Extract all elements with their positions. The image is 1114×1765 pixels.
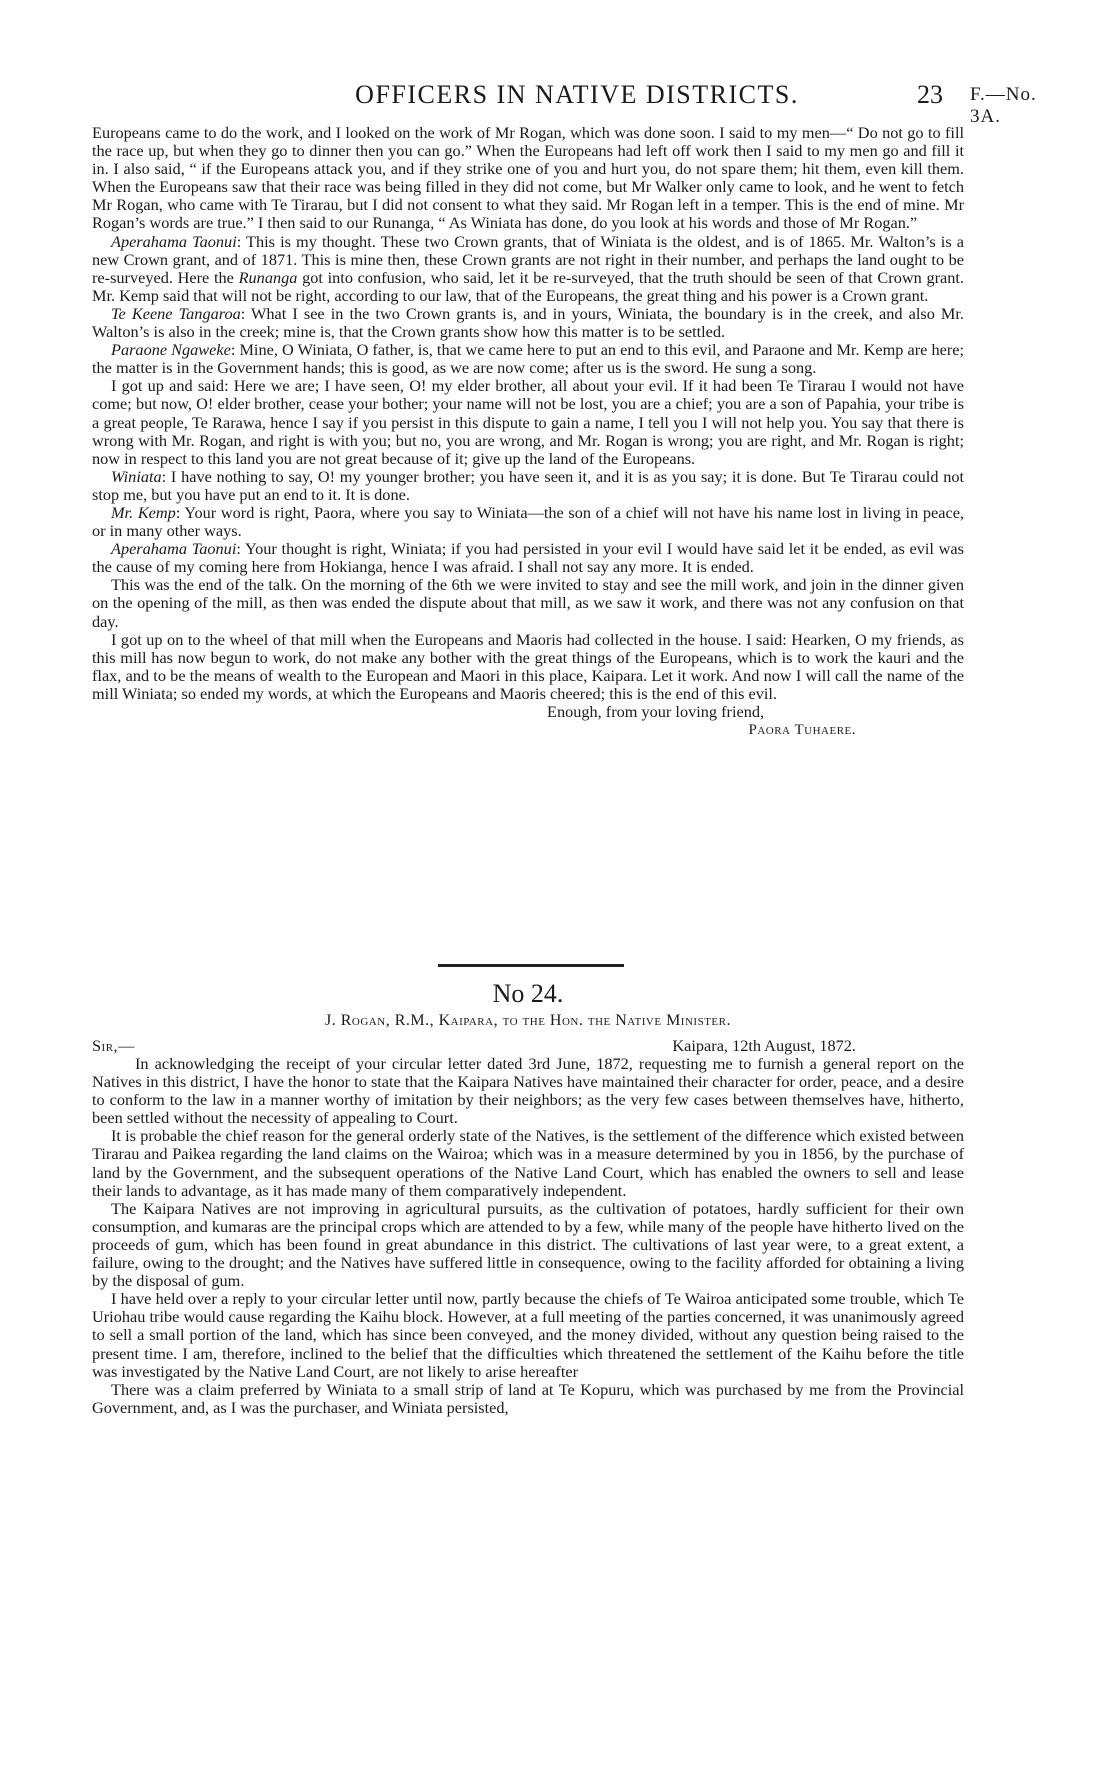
page-header: [92, 80, 1062, 127]
speaker-name: Mr. Kemp: [111, 502, 176, 522]
salutation-row: [92, 1037, 964, 1055]
speaker-name: Aperahama Taonui: [111, 539, 237, 559]
paragraph: I have held over a reply to your circular letter until now, partly because the chiefs of Te Wairoa anticipated some trouble, which Te Uriohau tribe would cause regarding the Kaihu block. However, at a full meeting of the parties concerned, it was unanimously agreed to sell a small portion of the land, which has since been conveyed, and the money divided, without any question being raised to the present time. I am, therefore, inclined to the belief that the difficulties which threatened the settlement of the Kaihu before the title was investigated by the Native Land Court, are not likely to arise hereafter: [92, 1289, 964, 1381]
paragraph: I got up and said: Here we are; I have seen, O! my elder brother, all about your evil. If it had been Te Tirarau I would not have come; but now, O! elder brother, cease your bother; your name will not be lost, you are a chief; you are a son of Papahia, your tribe is a great people, Te Rarawa, hence I say if you persist in this dispute to gain a name, I tell you I will not help you. You say that there is wrong with Mr. Rogan, and right is with you; but no, you are wrong, and Mr. Rogan is wrong; you are right, and Mr. Rogan is right; now in respect to this land you are not great because of it; give up the land of the Europeans.: [92, 376, 964, 468]
letter-closing: Enough, from your loving friend,: [547, 702, 765, 721]
page-title: OFFICERS IN NATIVE DISTRICTS.: [355, 80, 799, 109]
paragraph: The Kaipara Natives are not improving in agricultural pursuits, as the cultivation of potatoes, hardly sufficient for their own consumption, and kumaras are the principal crops which are attended to by a few, while many of the people have hitherto lived on the proceeds of gum, which has been found in great abundance in this district. The cultivations of last year were, to a great extent, a failure, owing to the drought; and the Natives have suffered little in consequence, owing to the facility afforded for obtaining a living by the disposal of gum.: [92, 1198, 964, 1291]
letter-continuation: [92, 124, 964, 739]
speaker-name: Te Keene Tangaroa: [111, 303, 241, 323]
paragraph: [92, 468, 964, 504]
paragraph: I got up on to the wheel of that mill when the Europeans and Maoris had collected in the house. I said: Hearken, O my friends, as this mill has now begun to work, do not make any bother with the great things of the Europeans, which is to work the kauri and the flax, and to be the means of wealth to the European and Maori in this place, Kaipara. Let it work. And now I will call the name of the mill Winiata; so ended my words, at which the Europeans and Maoris cheered; this is the end of this evil.: [92, 629, 964, 703]
page-number: 23: [917, 80, 943, 109]
document-number: No 24.: [492, 979, 564, 1008]
paragraph: In acknowledging the receipt of your circular letter dated 3rd June, 1872, requesting me to furnish a general report on the Natives in this district, I have the honor to state that the Kaipara Natives have maintained their character for order, peace, and a desire to conform to the law in a manner worthy of imitation by their neighbors; as the very few cases between themselves have, hitherto, been settled without the necessity of appealing to Court.: [92, 1054, 964, 1128]
paragraph-text: : Your thought is right, Winiata; if you had persisted in your evil I would have said let it be ended, as evil was the cause of my coming here from Hokianga, hence I was afraid. I shall not say any more. It is ended.: [92, 539, 964, 577]
paragraph: [92, 233, 964, 305]
section-divider: [438, 964, 624, 967]
letter-body: [92, 1037, 964, 1417]
emphasis-word: Runanga: [238, 267, 298, 287]
paragraph-text: : I have nothing to say, O! my younger brother; you have seen it, and it is as you say; it is done. But Te Tirarau could not stop me, but you have put an end to it. It is done.: [92, 466, 964, 504]
paragraph: Europeans came to do the work, and I looked on the work of Mr Rogan, which was done soon. I said to my men—“ Do not go to fill the race up, but when they go to dinner then you can go.” When the Europeans had left off work then I said to my men go and fill it in. I also said, “ if the Europeans attack you, and if they strike one of you and hurt you, do not spare them; hit them, even kill them. When the Europeans saw that their race was being filled in they did not come, but Mr Walker only came to look, and he went to fetch Mr Rogan, who came with Te Tirarau, but I did not consent to what they said. Mr Rogan left in a temper. This is the end of mine. Mr Rogan’s words are true.” I then said to our Runanga, “ As Winiata has done, do you look at his words and those of Mr Rogan.”: [92, 123, 964, 233]
document-reference: F.—No. 3A.: [970, 84, 1037, 127]
letter-address-line: J. Rogan, R.M., Kaipara, to the Hon. the Native Minister.: [325, 1012, 731, 1029]
letter-signature: Paora Tuhaere.: [748, 722, 856, 739]
letter-dateline: Kaipara, 12th August, 1872.: [672, 1036, 856, 1055]
paragraph-text: : What I see in the two Crown grants is, and in yours, Winiata, the boundary is in the creek, and also Mr. Walton’s is also in the creek; mine is, that the Crown grants show how this matter is to be settled.: [92, 303, 964, 342]
paragraph-text: : Mine, O Winiata, O father, is, that we came here to put an end to this evil, and Paraone and Mr. Kemp are here; the matter is in the Government hands; this is good, as we are now come; after us is the sword. He sung a song.: [92, 340, 964, 378]
paragraph: It is probable the chief reason for the general orderly state of the Natives, is the settlement of the difference which existed between Tirarau and Paikea regarding the land claims on the Wairoa; which was in a measure determined by you in 1856, by the purchase of land by the Government, and the subsequent operations of the Native Land Court, which has enabled the owners to sell and lease their lands to advantage, as it has made many of them comparatively independent.: [92, 1126, 964, 1200]
paragraph: [92, 305, 964, 341]
speaker-name: Winiata: [111, 466, 162, 486]
paragraph: There was a claim preferred by Winiata to a small strip of land at Te Kopuru, which was purchased by me from the Provincial Government, and, as I was the purchaser, and Winiata persisted,: [92, 1379, 964, 1417]
paragraph-text: got into confusion, who said, let it be re-surveyed, that the truth should be seen of that Crown grant. Mr. Kemp said that will not be right, according to our law, that of the Europeans, the great thing and his power is a Crown grant.: [92, 267, 964, 305]
paragraph: This was the end of the talk. On the morning of the 6th we were invited to stay and see the mill work, and join in the dinner given on the opening of the mill, as then was ended the dispute about that mill, as we saw it work, and there was not any confusion on that day.: [92, 575, 964, 631]
salutation: Sir,—: [92, 1036, 135, 1055]
speaker-name: Aperahama Taonui: [111, 231, 237, 251]
paragraph-text: : Your word is right, Paora, where you say to Winiata—the son of a chief will not have his name lost in living in peace, or in many other ways.: [92, 502, 964, 541]
paragraph-text: : This is my thought. These two Crown grants, that of Winiata is the oldest, and is of 1865. Mr. Walton’s is a new Crown grant, and of 1871. This is mine then, these Crown grants are not right in their number, and perhaps the land ought to be re-surveyed. Here the: [92, 231, 964, 287]
speaker-name: Paraone Ngaweke: [111, 340, 231, 360]
paragraph: [92, 540, 964, 576]
paragraph: [92, 341, 964, 377]
paragraph: [92, 504, 964, 540]
